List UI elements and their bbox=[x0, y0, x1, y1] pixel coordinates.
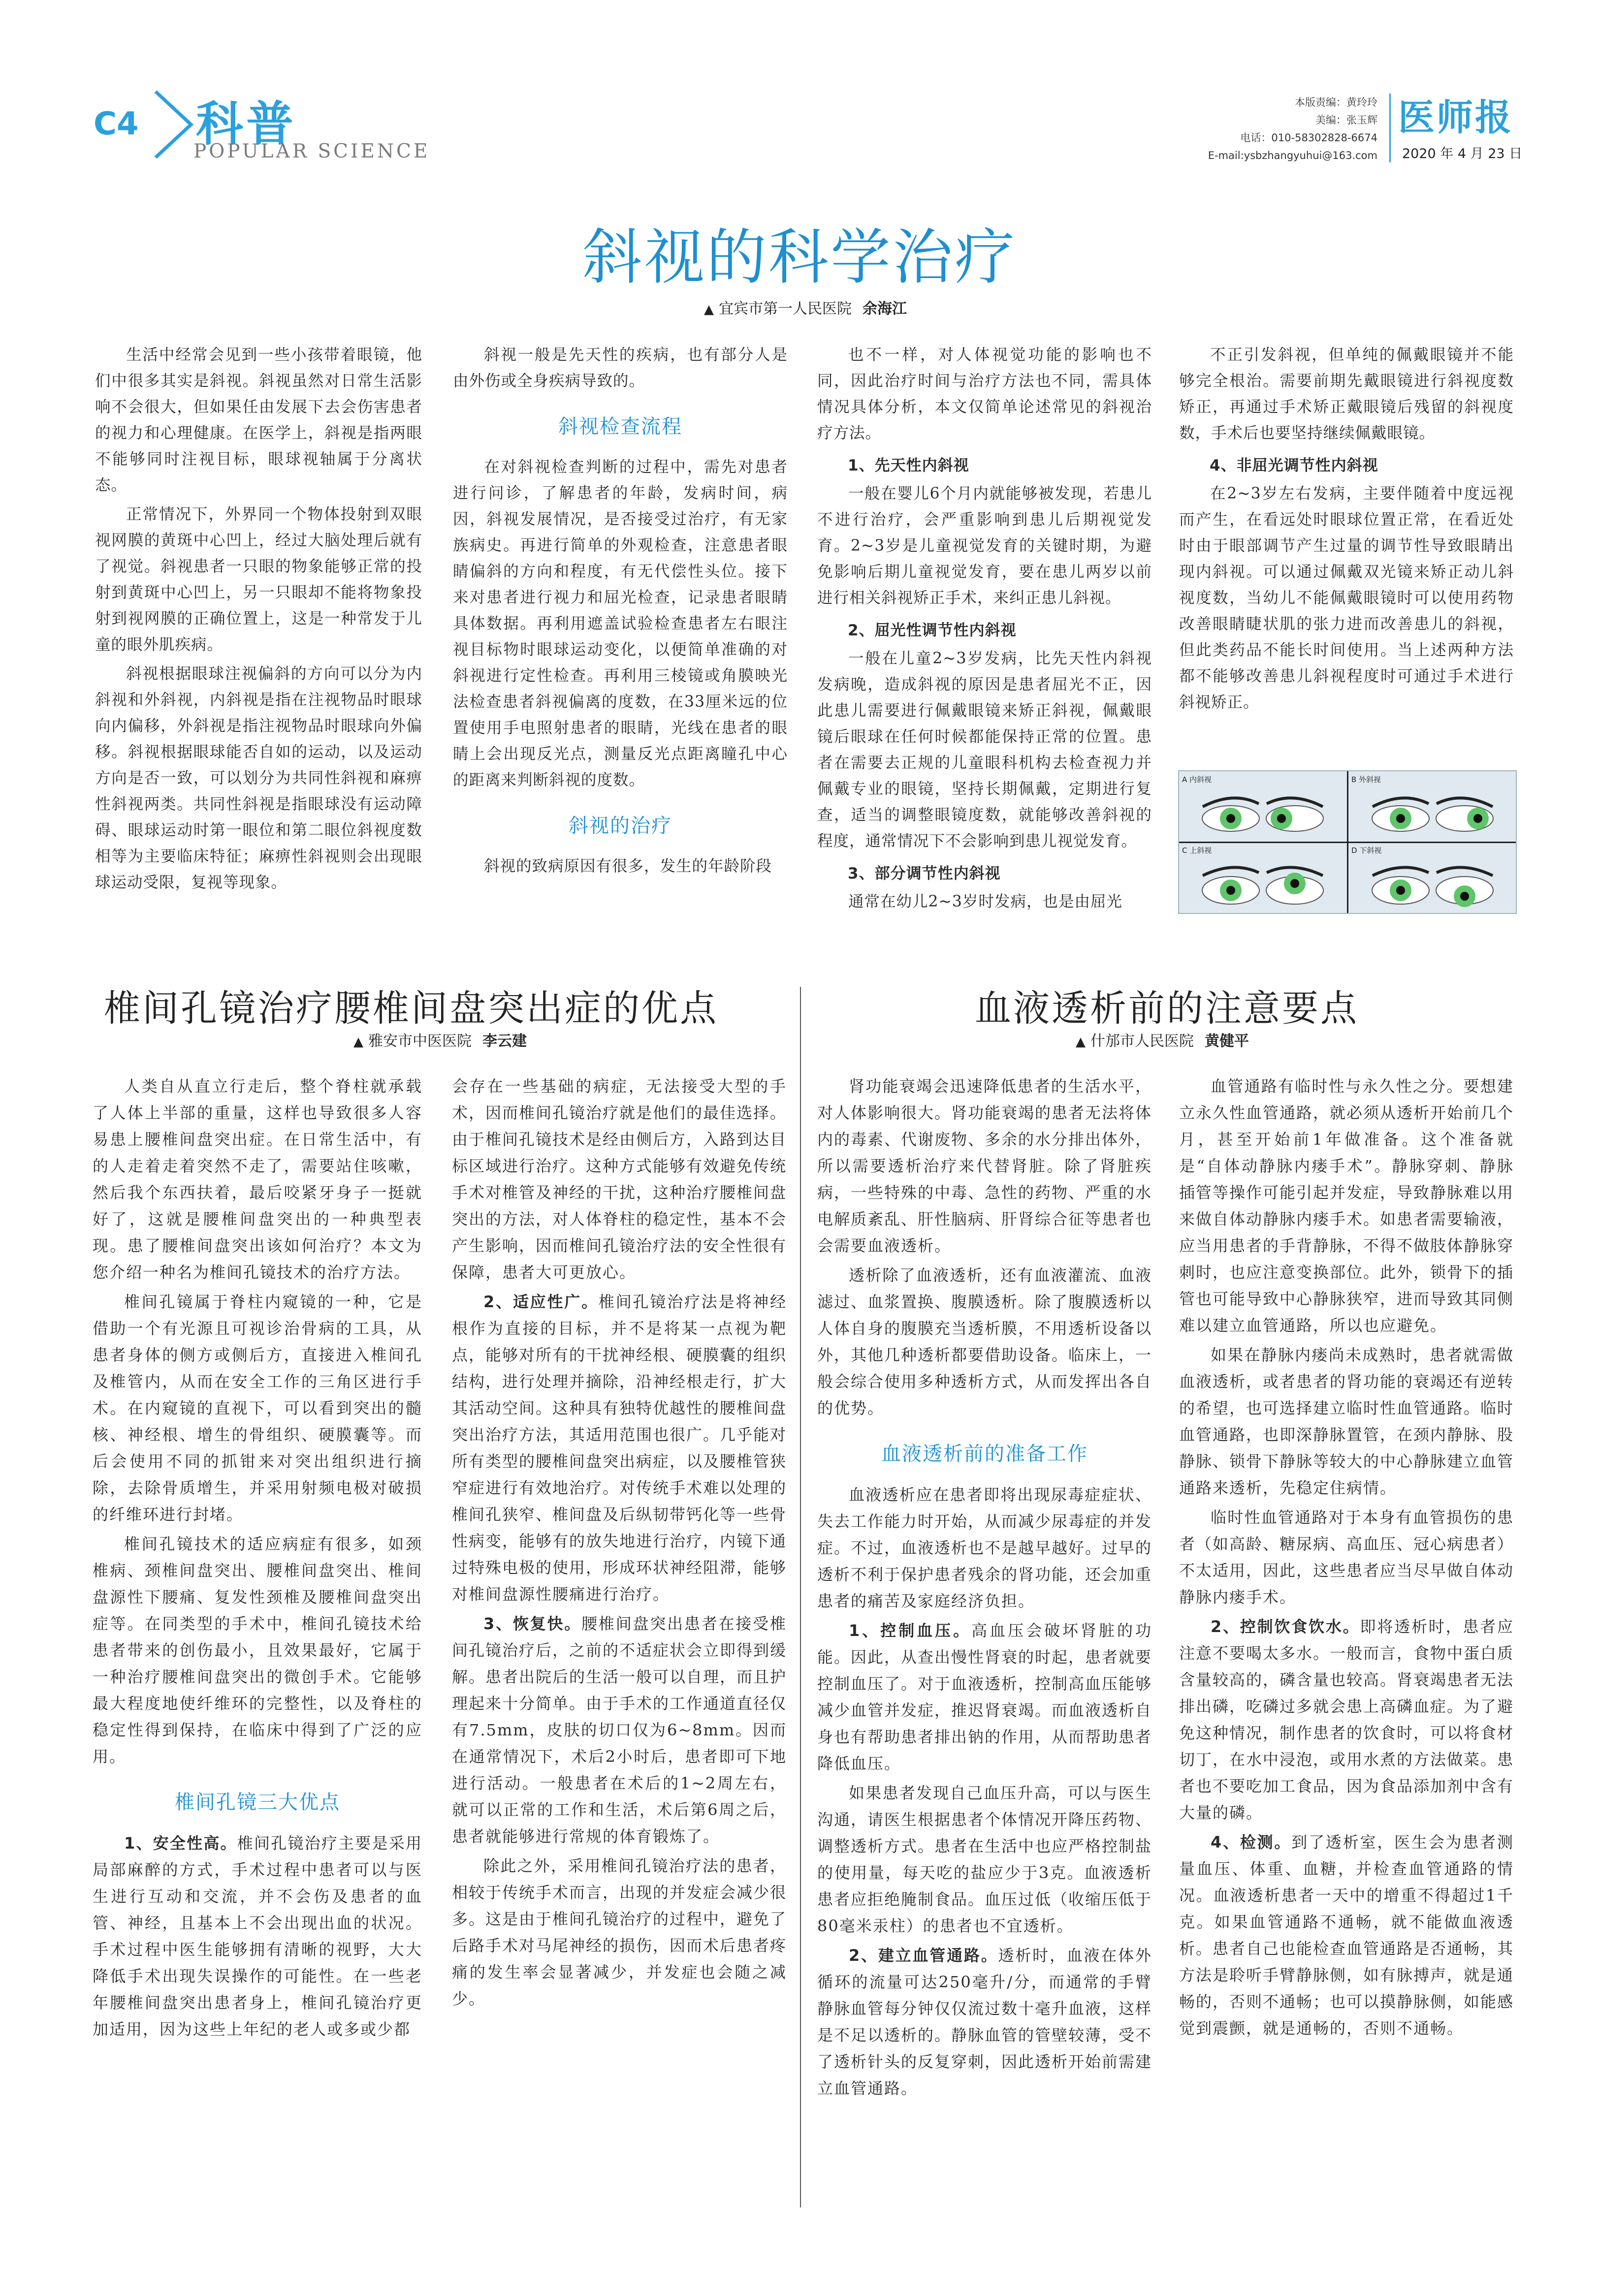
byline-org: 雅安市中医医院 bbox=[368, 1033, 472, 1050]
issue-date: 2020 年 4 月 23 日 bbox=[1402, 146, 1523, 161]
article-byline bbox=[353, 1029, 527, 1050]
paragraph bbox=[452, 1289, 787, 1607]
page-number: C4 bbox=[94, 106, 139, 142]
masthead-divider bbox=[1389, 94, 1391, 162]
paragraph: 一般在儿童2~3岁发病，比先天性内斜视发病晚，造成斜视的原因是患者屈光不正，因此患儿需要进行佩戴眼镜来矫正斜视，佩戴眼镜后眼球在任何时候都能保持正常的位置。患者在需要去正规的儿童眼科机构去检查视力并佩戴专业的眼镜，坚持长期佩戴，定期进行复查，适当的调整眼镜度数，就能够改善斜视的程度，通常情况下不会影响到患儿视觉发育。 bbox=[817, 650, 1152, 850]
section-heading: 斜视检查流程 bbox=[558, 415, 682, 438]
paragraph bbox=[1179, 1613, 1514, 1826]
bold-lead: 2、建立血管通路。 bbox=[849, 1946, 998, 1965]
figure-label-d: D 下斜视 bbox=[1351, 846, 1382, 855]
article-title: 血液透析前的注意要点 bbox=[975, 987, 1359, 1030]
paragraph-text: 高血压会破坏肾脏的功能。因此，从查出慢性肾衰的时起，患者就要控制血压了。对于血液透析，控制高血压能够减少血管并发症，推迟肾衰竭。而血液透析自身也有帮助患者排出钠的作用，从而帮助患者降低血压。 bbox=[817, 1621, 1152, 1773]
paragraph: 肾功能衰竭会迅速降低患者的生活水平，对人体影响很大。肾功能衰竭的患者无法将体内的毒素、代谢废物、多余的水分排出体外，所以需要透析治疗来代替肾脏。除了肾脏疾病，一些特殊的中毒、急性的药物、严重的水电解质紊乱、肝性脑病、肝肾综合征等患者也会需要血液透析。 bbox=[817, 1077, 1152, 1255]
subsection-heading: 2、屈光性调节性内斜视 bbox=[848, 622, 1017, 639]
paragraph-text: 腰椎间盘突出患者在接受椎间孔镜治疗后，之前的不适症状会立即得到缓解。患者出院后的生活一般可以自理，而且护理起来十分简单。由于手术的工作通道直径仅有7.5mm，皮肤的切口仅为6~8mm。因而在通常情况下，术后2小时后，患者即可下地进行活动。一般患者在术后的1~2周左右，就可以正常的工作和生活，术后第6周之后，患者就能够进行常规的体育锻炼了。 bbox=[452, 1614, 787, 1846]
byline-author: 黄健平 bbox=[1205, 1033, 1249, 1050]
paragraph-text: 椎间孔镜治疗法是将神经根作为直接的目标，并不是将某一点视为靶点，能够对所有的干扰神经根、硬膜囊的组织结构，进行处理并摘除，沿神经根走行，扩大其活动空间。这种具有独特优越性的腰椎间盘突出治疗方法，其适用范围也很广。几乎能对所有类型的腰椎间盘突出病症，以及腰椎管狭窄症进行有效地治疗。对传统手术难以处理的椎间孔狭窄、椎间盘及后纵韧带钙化等一些骨性病变，能够有的放失地进行治疗，内镜下通过特殊电极的使用，形成环状神经阻滞，能够对椎间盘源性腰痛进行治疗。 bbox=[452, 1292, 787, 1604]
article-column bbox=[95, 342, 422, 899]
subsection-heading: 4、非屈光调节性内斜视 bbox=[1210, 457, 1378, 474]
article-column bbox=[817, 342, 1152, 918]
email-address: E-mail:ysbzhangyuhui@163.com bbox=[1208, 150, 1377, 161]
article-column bbox=[453, 342, 788, 882]
paragraph bbox=[1179, 1829, 1514, 2042]
section-title-cn: 科普 bbox=[196, 96, 296, 152]
paragraph bbox=[452, 1610, 787, 1850]
figure-label-a: A 内斜视 bbox=[1182, 775, 1212, 784]
paragraph-text: 透析时，血液在体外循环的流量可达250毫升/分，而通常的手臂静脉血管每分钟仅仅流过数十毫升血液，这样是不足以透析的。静脉血管的管壁较薄，受不了透析针头的反复穿刺，因此透析开始前需建立血管通路。 bbox=[817, 1946, 1152, 2098]
paragraph: 透析除了血液透析，还有血液灌流、血液滤过、血浆置换、腹膜透析。除了腹膜透析以人体自身的腹膜充当透析膜，不用透析设备以外，其他几种透析都要借助设备。临床上，一般会综合使用多种透析方式，从而发挥出各自的优势。 bbox=[817, 1266, 1152, 1417]
paragraph: 一般在婴儿6个月内就能够被发现，若患儿不进行治疗，会严重影响到患儿后期视觉发育。2~3岁是儿童视觉发育的关键时期，为避免影响后期儿童视觉发育，要在患儿两岁以前进行相关斜视矫正手术，来纠正患儿斜视。 bbox=[817, 485, 1152, 607]
paragraph: 生活中经常会见到一些小孩带着眼镜，他们中很多其实是斜视。斜视虽然对日常生活影响不会很大，但如果任由发展下去会伤害患者的视力和心理健康。在医学上，斜视是指两眼不能够同时注视目标，眼球视轴属于分离状态。 bbox=[95, 346, 422, 494]
paragraph bbox=[817, 1942, 1152, 2102]
paragraph: 如果患者发现自己血压升高，可以与医生沟通，请医生根据患者个体情况开降压药物、调整透析方式。患者在生活中也应严格控制盐的使用量，每天吃的盐应少于3克。血液透析患者应拒绝腌制食品。血压过低（收缩压低于80毫米汞柱）的患者也不宜透析。 bbox=[817, 1784, 1152, 1935]
paragraph: 在2~3岁左右发病，主要伴随着中度远视而产生，在看远处时眼球位置正常，在看近处时由于眼部调节产生过量的调节性导致眼睛出现内斜视。可以通过佩戴双光镜来矫正动儿斜视度数，当幼儿不能佩戴眼镜时可以使用药物改善眼睛睫状肌的张力进而改善患儿的斜视，但此类药品不能长时间使用。当上述两种方法都不能够改善患儿斜视程度时可通过手术进行斜视矫正。 bbox=[1179, 485, 1514, 711]
paragraph: 通常在幼儿2~3岁时发病，也是由屈光 bbox=[848, 893, 1122, 911]
article-column bbox=[817, 1073, 1152, 2105]
paragraph: 椎间孔镜技术的适应病症有很多，如颈椎病、颈椎间盘突出、腰椎间盘突出、椎间盘源性下腰痛、复发性颈椎及腰椎间盘突出症等。在同类型的手术中，椎间孔镜技术给患者带来的创伤最小，且效果最好，它属于一种治疗腰椎间盘突出的微创手术。它能够最大程度地使纤维环的完整性，以及脊柱的稳定性得到保持，在临床中得到了广泛的应用。 bbox=[93, 1535, 422, 1766]
byline-org: 宜宾市第一人民医院 bbox=[719, 300, 852, 317]
paragraph: 会存在一些基础的病症，无法接受大型的手术，因而椎间孔镜治疗就是他们的最佳选择。由于椎间孔镜技术是经由侧后方，入路到达目标区域进行治疗。这种方式能够有效避免传统手术对椎管及神经的干扰，这种治疗腰椎间盘突出的方法，对人体脊柱的稳定性，基本不会产生影响，因而椎间孔镜治疗法的安全性很有保障，患者大可更放心。 bbox=[452, 1077, 787, 1282]
section-title-en: POPULAR SCIENCE bbox=[193, 140, 430, 162]
eyes-hypertropia-icon bbox=[1199, 861, 1327, 908]
paragraph: 除此之外，采用椎间孔镜治疗法的患者，相较于传统手术而言，出现的并发症会减少很多。这是由于椎间孔镜治疗的过程中，避免了后路手术对马尾神经的损伤，因而术后患者疼痛的发生率会显著减少，并发症也会随之减少。 bbox=[452, 1856, 787, 2008]
paragraph: 斜视一般是先天性的疾病，也有部分人是由外伤或全身疾病导致的。 bbox=[453, 346, 788, 390]
phone-number: 电话：010-58302828-6674 bbox=[1240, 132, 1377, 144]
paragraph: 不正引发斜视，但单纯的佩戴眼镜并不能够完全根治。需要前期先戴眼镜进行斜视度数矫正，再通过手术矫正戴眼镜后残留的斜视度数，手术后也要坚持继续佩戴眼镜。 bbox=[1179, 346, 1514, 442]
figure-label-b: B 外斜视 bbox=[1351, 775, 1381, 784]
eyes-esotropia-icon bbox=[1199, 790, 1327, 834]
paragraph: 血管通路有临时性与永久性之分。要想建立永久性血管通路，就必须从透析开始前几个月，甚至开始前1年做准备。这个准备就是“自体动静脉内瘘手术”。静脉穿刺、静脉插管等操作可能引起并发症，导致静脉难以用来做自体动静脉内瘘手术。如患者需要输液，应当用患者的手背静脉，不得不做肢体静脉穿刺时，也应注意变换部位。此外，锁骨下的插管也可能导致中心静脉狭窄，进而导致其同侧难以建立血管通路，所以也应避免。 bbox=[1179, 1077, 1514, 1335]
paragraph: 临时性血管通路对于本身有血管损伤的患者（如高龄、糖尿病、高血压、冠心病患者）不太适用，因此，这些患者应当尽早做自体动静脉内瘘手术。 bbox=[1179, 1508, 1514, 1606]
section-heading: 椎间孔镜三大优点 bbox=[175, 1791, 340, 1814]
subsection-heading: 3、部分调节性内斜视 bbox=[848, 865, 1001, 882]
article-byline bbox=[1076, 1029, 1249, 1050]
triangle-icon: ▲ bbox=[704, 302, 714, 317]
eyes-exotropia-icon bbox=[1369, 790, 1497, 834]
subsection-heading: 1、先天性内斜视 bbox=[848, 457, 969, 474]
byline-org: 什邡市人民医院 bbox=[1090, 1033, 1194, 1050]
triangle-icon: ▲ bbox=[353, 1035, 363, 1049]
paragraph: 椎间孔镜属于脊柱内窥镜的一种，它是借助一个有光源且可视诊治骨病的工具，从患者身体的侧方或侧后方，直接进入椎间孔及椎管内，从而在安全工作的三角区进行手术。在内窥镜的直视下，可以看到突出的髓核、神经根、增生的骨组织、硬膜囊等。而后会使用不同的抓钳来对突出组织进行摘除，去除骨质增生，并采用射频电极对破损的纤维环进行封堵。 bbox=[93, 1292, 422, 1524]
triangle-icon: ▲ bbox=[1076, 1035, 1086, 1049]
chevron-icon bbox=[152, 88, 196, 161]
paragraph: 如果在静脉内瘘尚未成熟时，患者就需做血液透析，或者患者的肾功能的衰竭还有逆转的希望，也可选择建立临时性血管通路。临时血管通路，也即深静脉置管，在颈内静脉、股静脉、锁骨下静脉等较大的中心静脉建立血管通路来透析，先稳定住病情。 bbox=[1179, 1346, 1514, 1497]
article-column bbox=[1179, 342, 1514, 719]
section-heading: 斜视的治疗 bbox=[569, 815, 672, 837]
figure-label-c: C 上斜视 bbox=[1182, 846, 1212, 855]
strabismus-figure bbox=[1178, 770, 1517, 914]
paragraph-text: 到了透析室，医生会为患者测量血压、体重、血糖，并检查血管通路的情况。血液透析患者一天中的增重不得超过1千克。如果血管通路不通畅，就不能做血液透析。患者自己也能检查血管通路是否通畅，其方法是聆听手臂静脉侧，如有脉搏声，就是通畅的，否则不通畅；也可以摸静脉侧，如能感觉到震颤，就是通畅的，否则不通畅。 bbox=[1179, 1833, 1514, 2038]
paragraph-text: 即将透析时，患者应注意不要喝太多水。一般而言，食物中蛋白质含量较高的，磷含量也较高。肾衰竭患者无法排出磷，吃磷过多就会患上高磷血症。为了避免这种情况，制作患者的饮食时，可以将食材切丁，在水中浸泡，或用水煮的方法做菜。患者也不要吃加工食品，因为食品添加剂中含有大量的磷。 bbox=[1179, 1617, 1514, 1822]
article-column bbox=[452, 1073, 787, 2015]
article-title: 斜视的科学治疗 bbox=[582, 222, 1017, 292]
byline-author: 余海江 bbox=[863, 300, 907, 317]
art-editor-credit: 美编：张玉辉 bbox=[1315, 114, 1377, 126]
article-column bbox=[93, 1073, 422, 2045]
eyes-hypotropia-icon bbox=[1369, 861, 1497, 908]
paragraph: 在对斜视检查判断的过程中，需先对患者进行问诊，了解患者的年龄，发病时间，病因，斜视发展情况，是否接受过治疗，有无家族病史。再进行简单的外观检查，注意患者眼睛偏斜的方向和程度，有无代偿性头位。接下来对患者进行视力和屈光检查，记录患者眼睛具体数据。再利用遮盖试验检查患者左右眼注视目标物时眼球运动变化，以便简单准确的对斜视进行定性检查。再利用三棱镜或角膜映光法检查患者斜视偏离的度数，在33厘米远的位置使用手电照射患者的眼睛，光线在患者的眼睛上会出现反光点，测量反光点距离瞳孔中心的距离来判断斜视的度数。 bbox=[453, 458, 788, 789]
column-separator bbox=[800, 987, 801, 2207]
paragraph: 也不一样，对人体视觉功能的影响也不同，因此治疗时间与治疗方法也不同，需具体情况具体分析，本文仅简单论述常见的斜视治疗方法。 bbox=[817, 346, 1152, 442]
paper-name-logo: 医师报 bbox=[1398, 96, 1513, 139]
bold-lead: 3、恢复快。 bbox=[483, 1614, 582, 1633]
paragraph: 正常情况下，外界同一个物体投射到双眼视网膜的黄斑中心凹上，经过大脑处理后就有了视觉。斜视患者一只眼的物象能够正常的投射到黄斑中心凹上，另一只眼却不能将物象投射到视网膜的正确位置上，这是一种常发于儿童的眼外肌疾病。 bbox=[95, 505, 422, 654]
article-column bbox=[1179, 1073, 1514, 2044]
paragraph bbox=[93, 1830, 422, 2043]
article-title: 椎间孔镜治疗腰椎间盘突出症的优点 bbox=[104, 987, 718, 1030]
bold-lead: 1、控制血压。 bbox=[849, 1621, 972, 1640]
bold-lead: 4、检测。 bbox=[1211, 1833, 1292, 1852]
paragraph: 斜视的致病原因有很多，发生的年龄阶段 bbox=[484, 857, 772, 875]
byline-author: 李云建 bbox=[482, 1033, 527, 1050]
bold-lead: 2、控制饮食饮水。 bbox=[1211, 1617, 1360, 1636]
paragraph-text: 椎间孔镜治疗主要是采用局部麻醉的方式，手术过程中患者可以与医生进行互动和交流，并不会伤及患者的血管、神经，且基本上不会出现出血的状况。手术过程中医生能够拥有清晰的视野，大大降低手术出现失误操作的可能性。在一些老年腰椎间盘突出患者身上，椎间孔镜治疗更加适用，因为这些上年纪的老人或多或少都 bbox=[93, 1834, 422, 2039]
masthead-info bbox=[1176, 94, 1377, 164]
paragraph: 斜视根据眼球注视偏斜的方向可以分为内斜视和外斜视，内斜视是指在注视物品时眼球向内偏移，外斜视是指注视物品时眼球向外偏移。斜视根据眼球能否自如的运动，以及运动方向是否一致，可以划分为共同性斜视和麻痹性斜视两类。共同性斜视是指眼球没有运动障碍、眼球运动时第一眼位和第二眼位斜视度数相等为主要临床特征；麻痹性斜视则会出现眼球运动受限，复视等现象。 bbox=[95, 665, 422, 891]
paragraph bbox=[817, 1617, 1152, 1777]
bold-lead: 2、适应性广。 bbox=[483, 1292, 599, 1311]
paragraph: 人类自从直立行走后，整个脊柱就承载了人体上半部的重量，这样也导致很多人容易患上腰椎间盘突出症。在日常生活中，有的人走着走着突然不走了，需要站住咳嗽，然后我个东西扶着，最后咬紧牙身子一挺就好了，这就是腰椎间盘突出的一种典型表现。患了腰椎间盘突出该如何治疗？本文为您介绍一种名为椎间孔镜技术的治疗方法。 bbox=[93, 1077, 422, 1282]
editor-credit: 本版责编：黄玲玲 bbox=[1295, 96, 1377, 108]
figure-vline bbox=[1347, 771, 1348, 913]
bold-lead: 1、安全性高。 bbox=[124, 1834, 237, 1853]
article-byline bbox=[704, 296, 907, 318]
section-heading: 血液透析前的准备工作 bbox=[881, 1443, 1088, 1465]
paragraph: 血液透析应在患者即将出现尿毒症症状、失去工作能力时开始，从而减少尿毒症的并发症。不过，血液透析也不是越早越好。过早的透析不利于保护患者残余的肾功能，还会加重患者的痛苦及家庭经济负担。 bbox=[817, 1485, 1152, 1610]
